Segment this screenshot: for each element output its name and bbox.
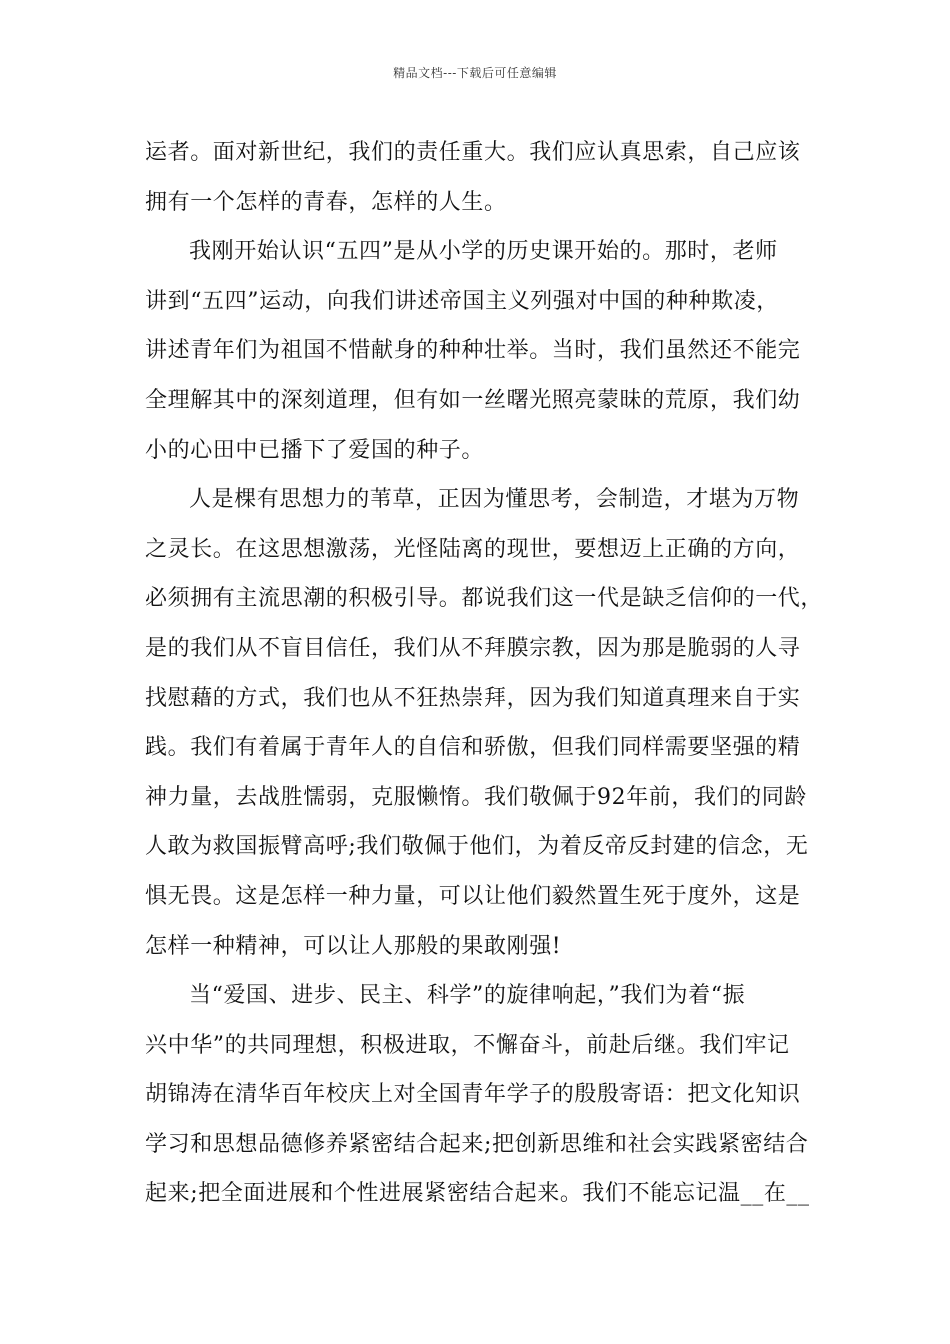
paragraph	[145, 227, 825, 475]
text-line: 惧无畏。这是怎样一种力量，可以让他们毅然置生死于度外，这是	[145, 883, 801, 909]
text-line: 小的心田中已播下了爱国的种子。	[145, 437, 485, 463]
paragraph	[145, 475, 825, 971]
text-line: 讲述青年们为祖国不惜献身的种种壮举。当时，我们虽然还不能完	[145, 338, 801, 364]
text-line: 起来;把全面进展和个性进展紧密结合起来。我们不能忘记温__在__	[145, 1181, 810, 1207]
paragraph	[145, 971, 825, 1219]
text-line: 践。我们有着属于青年人的自信和骄傲，但我们同样需要坚强的精	[145, 735, 801, 761]
text-line: 拥有一个怎样的青春，怎样的人生。	[145, 189, 507, 215]
text-line: 之灵长。在这思想激荡，光怪陆离的现世，要想迈上正确的方向，	[145, 536, 801, 562]
text-line: 我刚开始认识“五四”是从小学的历史课开始的。那时，老师	[189, 239, 778, 265]
text-line: 找慰藉的方式，我们也从不狂热崇拜，因为我们知道真理来自于实	[145, 685, 801, 711]
text-line: 胡锦涛在清华百年校庆上对全国青年学子的殷殷寄语：把文化知识	[145, 1082, 801, 1108]
text-line: 神力量，去战胜懦弱，克服懒惰。我们敬佩于92年前，我们的同龄	[145, 784, 807, 810]
text-line: 运者。面对新世纪，我们的责任重大。我们应认真思索，自己应该	[145, 140, 801, 165]
text-line: 全理解其中的深刻道理，但有如一丝曙光照亮蒙昧的荒原，我们幼	[145, 387, 801, 413]
text-line: 当“爱国、进步、民主、科学”的旋律响起，”我们为着“振	[189, 983, 746, 1009]
text-line: 必须拥有主流思潮的积极引导。都说我们这一代是缺乏信仰的一代，	[145, 586, 824, 612]
text-line: 人敢为救国振臂高呼;我们敬佩于他们，为着反帝反封建的信念，无	[145, 834, 809, 860]
text-line: 人是棵有思想力的苇草，正因为懂思考，会制造，才堪为万物	[189, 487, 800, 513]
document-body	[145, 128, 825, 1219]
text-line: 兴中华”的共同理想，积极进取，不懈奋斗，前赴后继。我们牢记	[145, 1032, 790, 1058]
page-header: 精品文档---下载后可任意编辑	[393, 66, 557, 80]
paragraph	[145, 128, 825, 227]
text-line: 讲到“五四”运动，向我们讲述帝国主义列强对中国的种种欺凌，	[145, 288, 779, 314]
text-line: 怎样一种精神，可以让人那般的果敢刚强!	[145, 933, 562, 959]
text-line: 是的我们从不盲目信任，我们从不拜膜宗教，因为那是脆弱的人寻	[145, 635, 801, 661]
text-line: 学习和思想品德修养紧密结合起来;把创新思维和社会实践紧密结合	[145, 1131, 809, 1157]
